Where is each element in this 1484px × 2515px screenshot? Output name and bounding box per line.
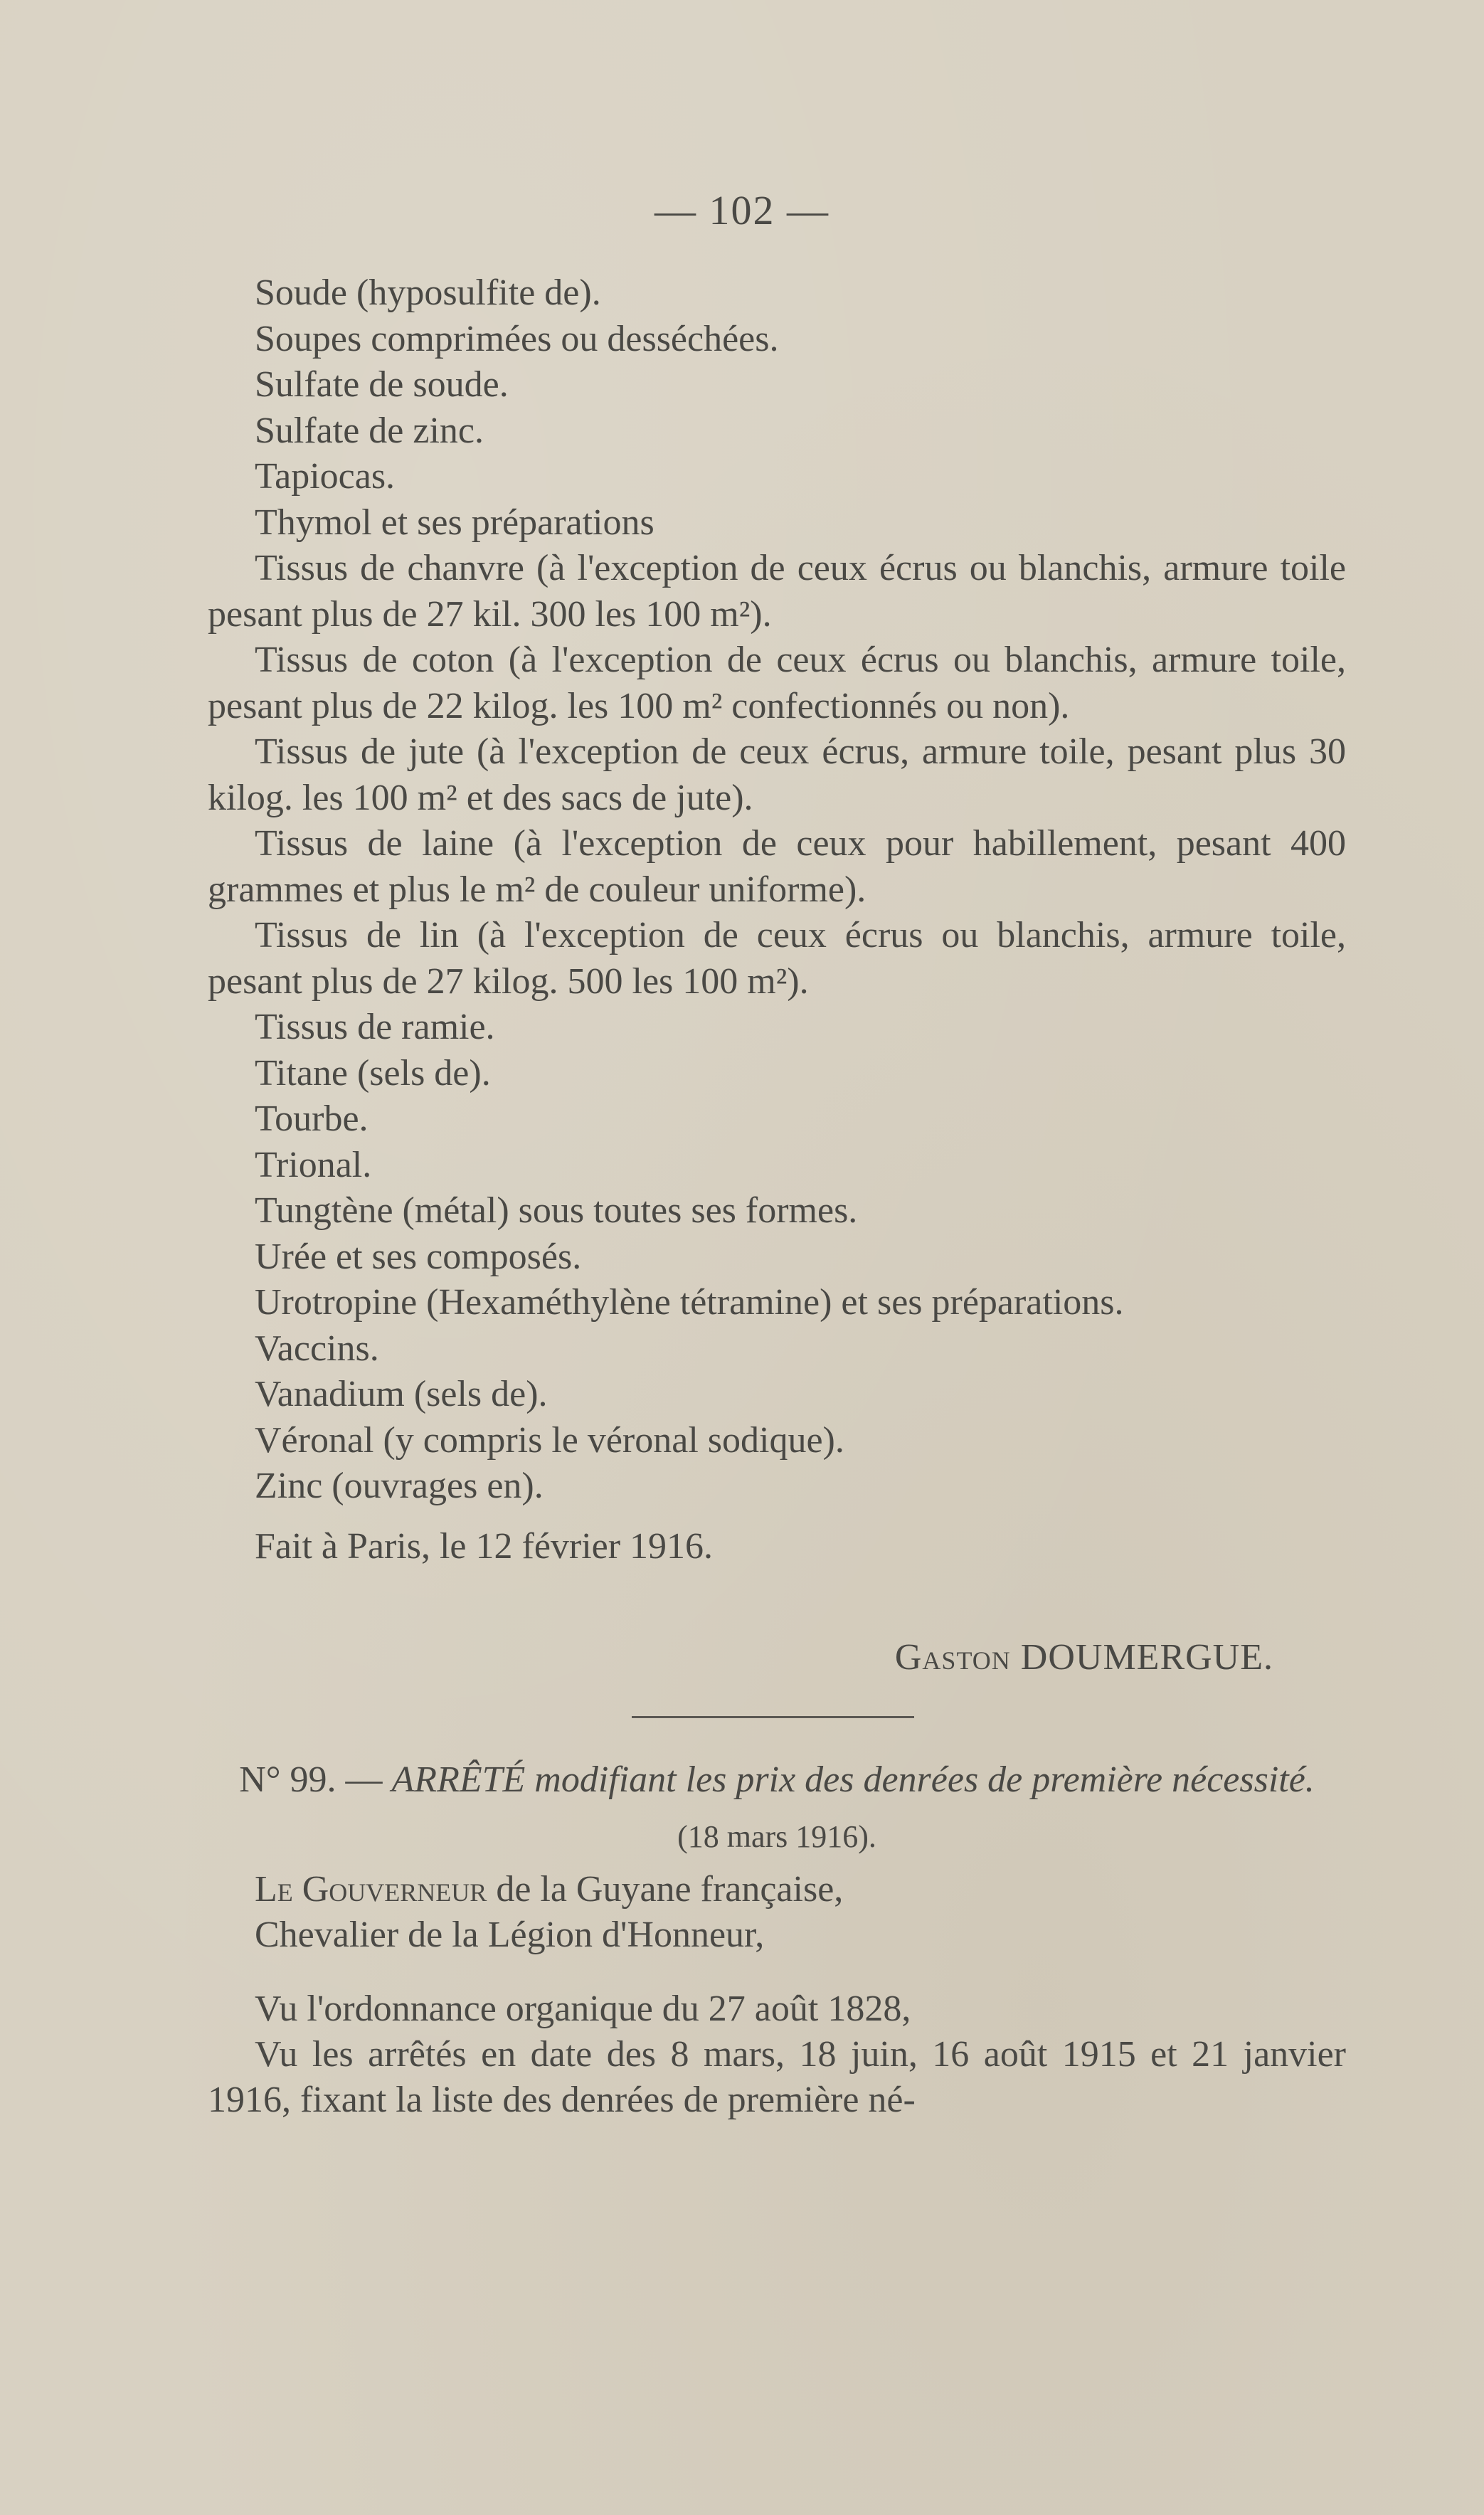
list-item: Vanadium (sels de). bbox=[255, 1374, 548, 1414]
list-item: Véronal (y compris le véronal sodique). bbox=[255, 1419, 844, 1461]
list-item: Urotropine (Hexaméthylène tétramine) et ses préparations. bbox=[255, 1282, 1124, 1323]
spacer bbox=[208, 1958, 1346, 1986]
decree-number: N° 99. — bbox=[239, 1759, 383, 1800]
governor-title: Le Gouverneur bbox=[255, 1869, 487, 1910]
list-item: Titane (sels de). bbox=[255, 1052, 491, 1094]
vu-ordonnance: Vu l'ordonnance organique du 27 août 1828, bbox=[255, 1989, 911, 2029]
list-item: Tissus de lin (à l'exception de ceux écrus ou blanchis, armure toile, pesant plus de 27 kilog. 500 les 100 m²). bbox=[208, 915, 1346, 1002]
decree bbox=[208, 1757, 1346, 2123]
list-item: Tissus de laine (à l'exception de ceux pour habillement, pesant 400 grammes et plus le m² de couleur uniforme). bbox=[208, 823, 1346, 910]
chevalier-line: Chevalier de la Légion d'Honneur, bbox=[255, 1915, 765, 1955]
decree-title bbox=[208, 1757, 1346, 1803]
list-item: Soude (hyposulfite de). bbox=[255, 272, 601, 313]
product-list bbox=[208, 270, 1346, 1569]
decree-date: (18 mars 1916). bbox=[677, 1819, 876, 1854]
list-item: Thymol et ses préparations bbox=[255, 502, 654, 543]
decree-heading: ARRÊTÉ modifiant les prix des denrées de première nécessité. bbox=[391, 1759, 1315, 1800]
list-item: Soupes comprimées ou desséchées. bbox=[255, 318, 779, 359]
list-item: Tissus de coton (à l'exception de ceux écrus ou blanchis, armure toile, pesant plus de 22 kilog. les 100 m² confectionnés ou non). bbox=[208, 640, 1346, 726]
list-item: Sulfate de zinc. bbox=[255, 410, 484, 451]
list-item: Tissus de chanvre (à l'exception de ceux écrus ou blanchis, armure toile pesant plus de 27 kil. 300 les 100 m²). bbox=[208, 548, 1346, 635]
list-item: Tapiocas. bbox=[255, 456, 396, 497]
list-item: Zinc (ouvrages en). bbox=[255, 1466, 544, 1506]
list-item: Trional. bbox=[255, 1144, 372, 1185]
list-item: Tissus de ramie. bbox=[255, 1007, 495, 1047]
done-at-line: Fait à Paris, le 12 février 1916. bbox=[255, 1525, 714, 1567]
governor-rest: de la Guyane française, bbox=[496, 1869, 844, 1910]
vu-arretes: Vu les arrêtés en date des 8 mars, 18 juin, 16 août 1915 et 21 janvier 1916, fixant la liste des denrées de première né- bbox=[208, 2034, 1346, 2120]
list-item: Tissus de jute (à l'exception de ceux écrus, armure toile, pesant plus 30 kilog. les 100 m² et des sacs de jute). bbox=[208, 731, 1346, 818]
list-item: Sulfate de soude. bbox=[255, 364, 509, 405]
list-item: Urée et ses composés. bbox=[255, 1236, 582, 1277]
signature: Gaston DOUMERGUE. bbox=[894, 1637, 1273, 1678]
governor-line bbox=[208, 1867, 1346, 1912]
list-item: Tourbe. bbox=[255, 1098, 369, 1139]
page-number: — 102 — bbox=[654, 187, 830, 233]
list-item: Vaccins. bbox=[255, 1328, 379, 1369]
separator-rule bbox=[632, 1716, 914, 1718]
list-item: Tungtène (métal) sous toutes ses formes. bbox=[255, 1190, 858, 1231]
